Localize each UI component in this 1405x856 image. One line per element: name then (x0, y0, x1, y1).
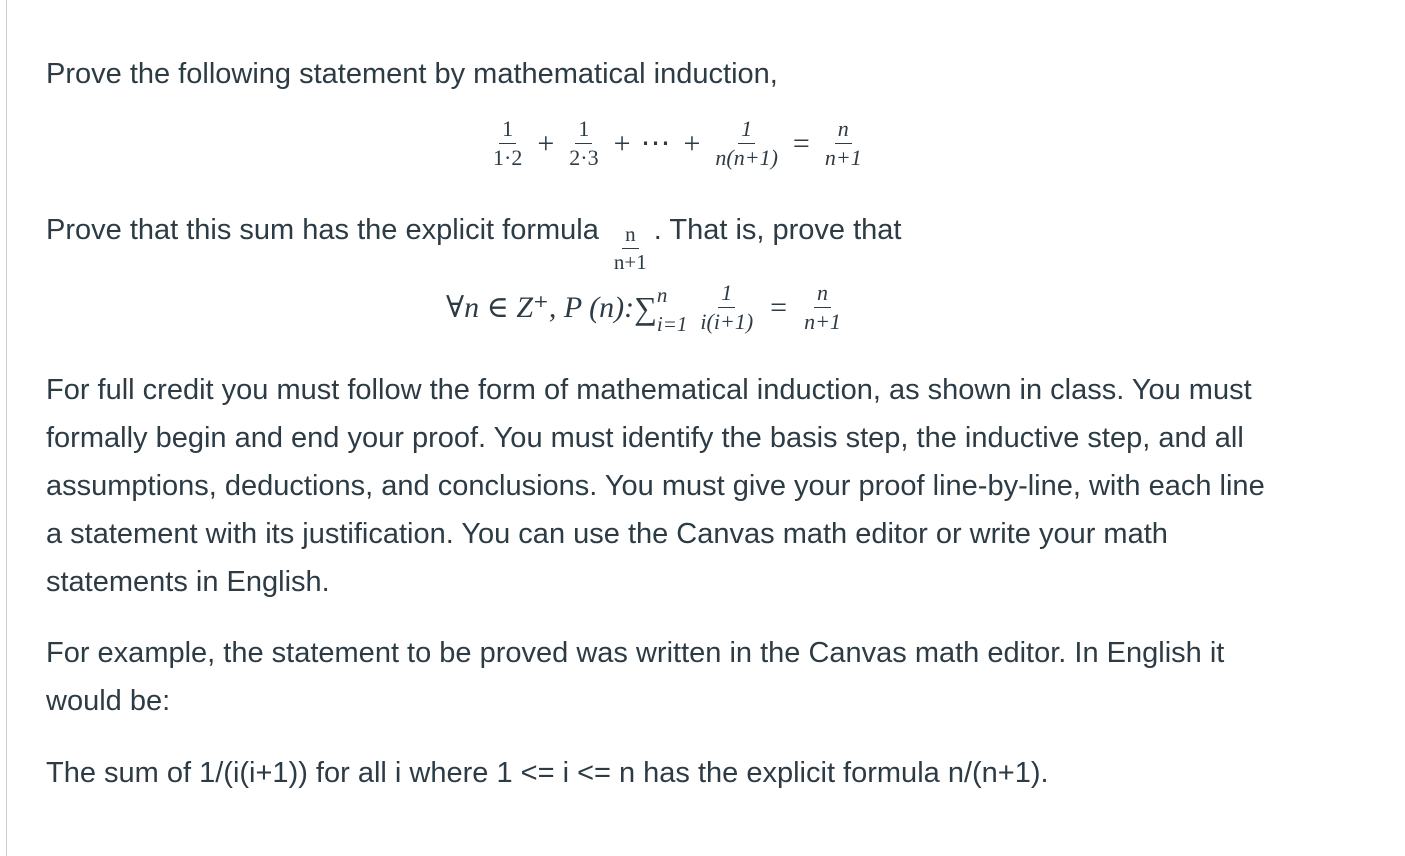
equals-sign: = (792, 126, 810, 160)
explicit-formula-text: Prove that this sum has the explicit formula $\frac{n}{n+1}$ . That is, prove that (46, 214, 902, 274)
example-paragraph: For example, the statement to be proved was written in the Canvas math editor. In English it would be: (46, 637, 1225, 717)
plus-sign: + (613, 126, 631, 160)
plus-sign: + (683, 126, 701, 160)
inline-fraction: $\frac{n}{n+1}$ (613, 222, 647, 274)
sum-limits: n i=1 (656, 282, 688, 336)
induction-equation (486, 118, 869, 169)
sigma-symbol: ∑ (634, 289, 657, 326)
sum-term-fraction: $\frac{1}{i(i+1)}$ (700, 280, 754, 334)
quantifier-predicate: ∀n ∈ Z⁺, P (n): (446, 291, 635, 324)
fraction-term-1: $\frac{1}{1\cdot 2}$ (493, 116, 523, 170)
sum-rhs-fraction: $\frac{n}{n+1}$ (804, 280, 841, 334)
instructions-paragraph: For full credit you must follow the form of mathematical induction, as shown in class. You must formally begin and end your proof. You must identify the basis step, the inductive step, and all assumptions, deductions, and conclusions. You must give your proof line-by-line, with each line a statement with its justification. You can use the Canvas math editor or write your math statements in English. (46, 374, 1265, 598)
ellipsis: ⋯ (640, 127, 674, 160)
equals-sign: = (770, 290, 788, 324)
fraction-term-n: $\frac{1}{n(n+1)}$ (715, 116, 778, 170)
intro-text: Prove the following statement by mathematical induction, (46, 58, 778, 90)
summation-equation (446, 280, 848, 336)
fraction-term-2: $\frac{1}{2\cdot 3}$ (569, 116, 599, 170)
page-left-border (6, 0, 7, 856)
plus-sign: + (537, 126, 555, 160)
fraction-rhs: $\frac{n}{n+1}$ (824, 116, 862, 170)
english-statement: The sum of 1/(i(i+1)) for all i where 1 <= i <= n has the explicit formula n/(n+1). (46, 757, 1049, 789)
